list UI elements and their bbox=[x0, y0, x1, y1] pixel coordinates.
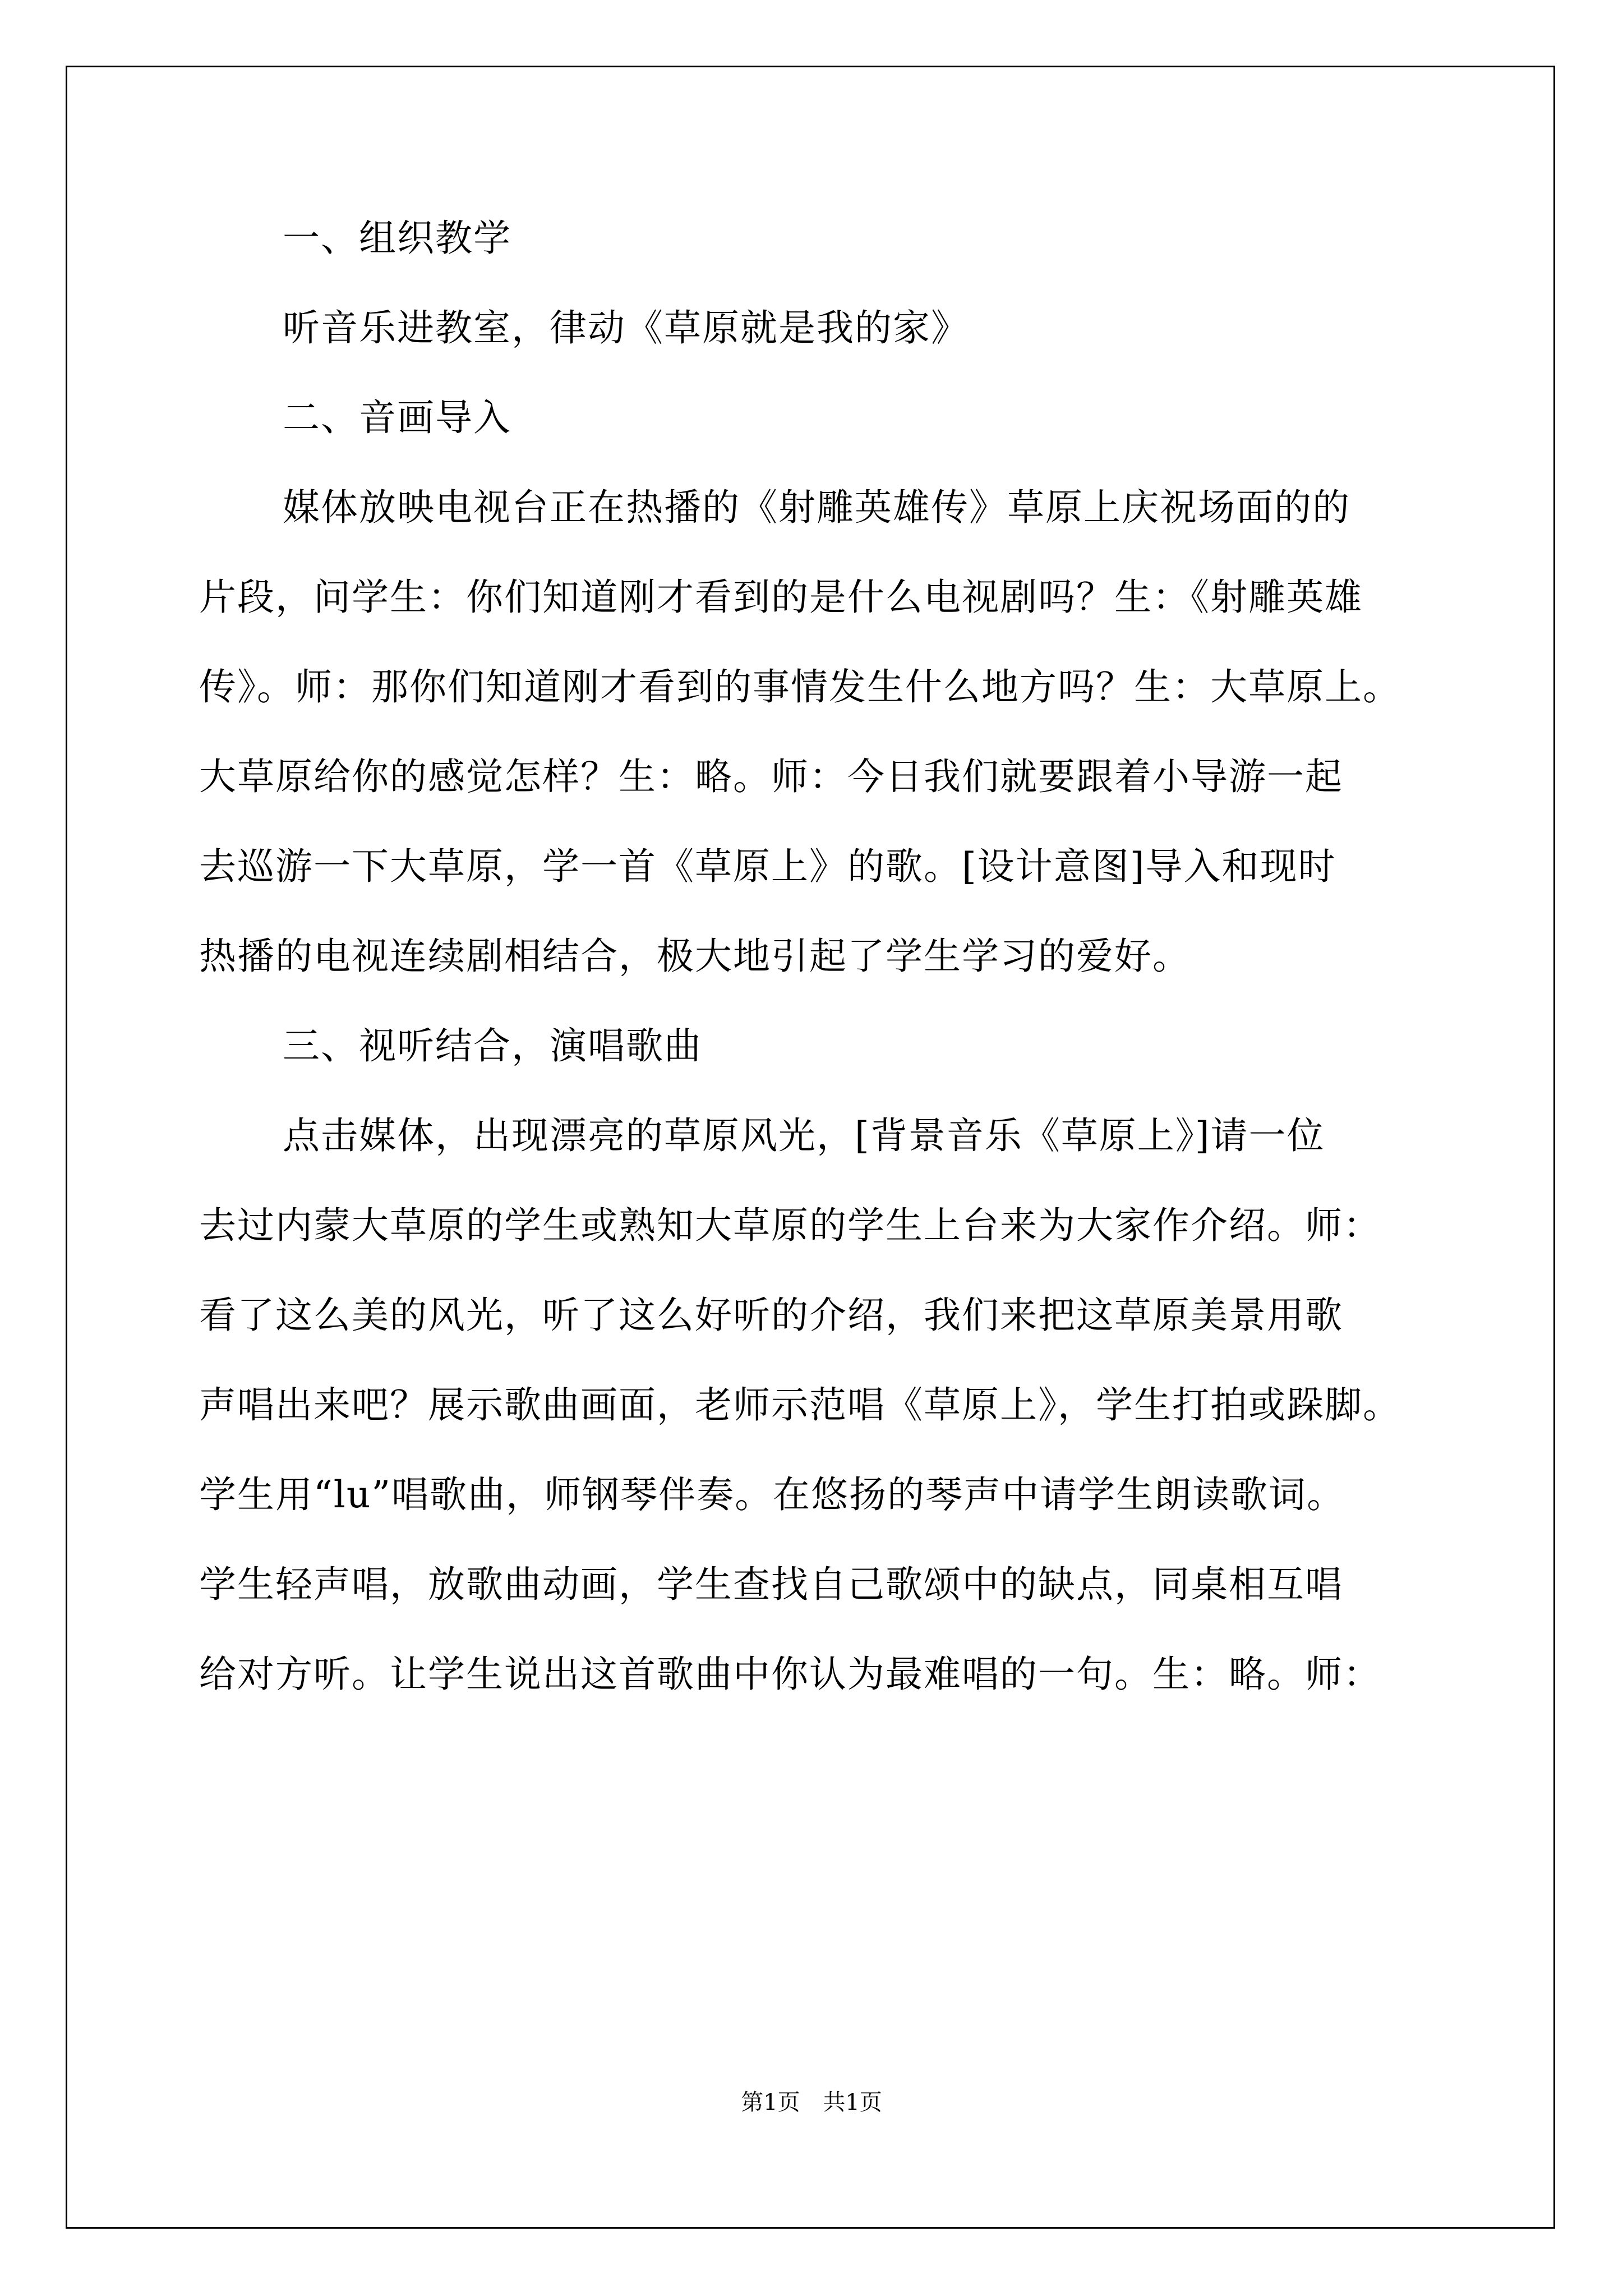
text-line: 一、组织教学 bbox=[283, 217, 511, 260]
text-line: 片段，问学生：你们知道刚才看到的是什么电视剧吗？生：《射雕英雄 bbox=[199, 576, 1363, 619]
text-line: 传》。师：那你们知道刚才看到的事情发生什么地方吗？生：大草原上。 bbox=[199, 665, 1401, 708]
text-line: 声唱出来吧？展示歌曲画面，老师示范唱《草原上》，学生打拍或跺脚。 bbox=[199, 1383, 1401, 1427]
page-number-current: 第1页 bbox=[741, 2090, 800, 2115]
text-line: 学生用“lu”唱歌曲，师钢琴伴奏。在悠扬的琴声中请学生朗读歌词。 bbox=[199, 1473, 1345, 1516]
text-line: 给对方听。让学生说出这首歌曲中你认为最难唱的一句。生：略。师： bbox=[199, 1653, 1381, 1696]
page-footer bbox=[0, 2088, 1623, 2116]
text-line: 大草原给你的感觉怎样？生：略。师：今日我们就要跟着小导游一起 bbox=[199, 755, 1343, 798]
page-number-total: 共1页 bbox=[823, 2090, 882, 2115]
text-line: 听音乐进教室，律动《草原就是我的家》 bbox=[283, 306, 969, 349]
text-line: 学生轻声唱，放歌曲动画，学生查找自己歌颂中的缺点，同桌相互唱 bbox=[199, 1563, 1343, 1606]
text-line: 去过内蒙大草原的学生或熟知大草原的学生上台来为大家作介绍。师： bbox=[199, 1204, 1381, 1247]
text-line: 三、视听结合，演唱歌曲 bbox=[283, 1024, 702, 1068]
text-line: 二、音画导入 bbox=[283, 396, 511, 439]
text-line: 去巡游一下大草原，学一首《草原上》的歌。[设计意图]导入和现时 bbox=[199, 845, 1336, 888]
text-line: 点击媒体，出现漂亮的草原风光，[背景音乐《草原上》]请一位 bbox=[283, 1114, 1325, 1157]
text-line: 看了这么美的风光，听了这么好听的介绍，我们来把这草原美景用歌 bbox=[199, 1294, 1343, 1337]
text-line: 媒体放映电视台正在热播的《射雕英雄传》草原上庆祝场面的的 bbox=[283, 486, 1350, 529]
text-line: 热播的电视连续剧相结合，极大地引起了学生学习的爱好。 bbox=[199, 935, 1191, 978]
